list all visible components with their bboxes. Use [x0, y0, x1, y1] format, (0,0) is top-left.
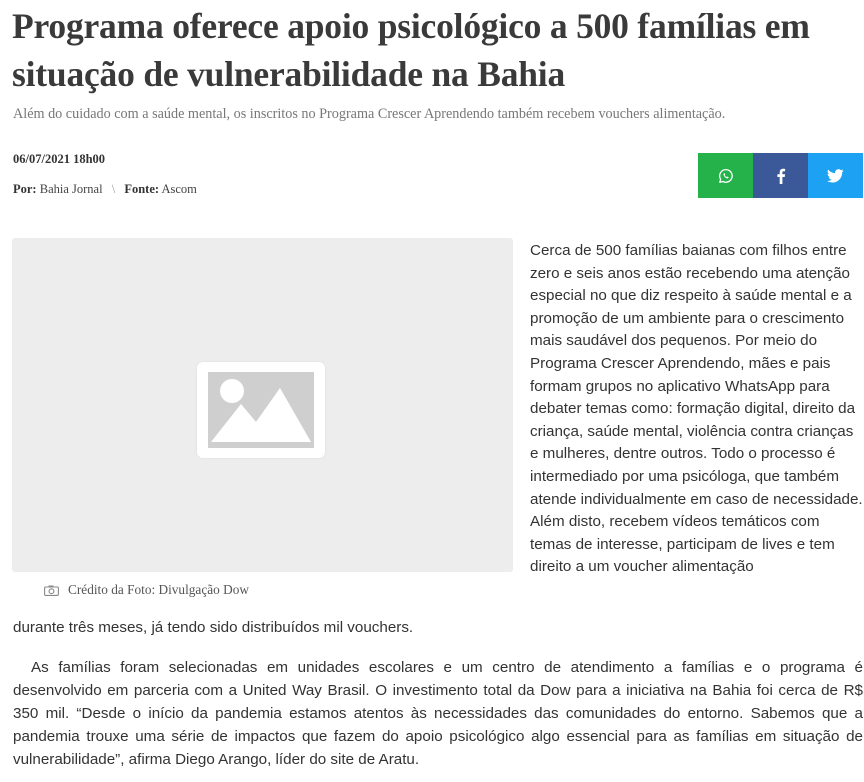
share-twitter-button[interactable] — [808, 153, 863, 198]
source-name: Ascom — [161, 182, 197, 196]
author-name: Bahia Jornal — [39, 182, 103, 196]
paragraph-1-continued: durante três meses, já tendo sido distribuídos mil vouchers. — [13, 619, 414, 636]
article-byline — [13, 182, 197, 197]
paragraph-2: As famílias foram selecionadas em unidades escolares e um centro de atendimento a famílias e o programa é desenvolvido em parceria com a United Way Brasil. O investimento total da Dow para a iniciativa na Bahia foi cerca de R$ 350 mil. “Desde o início da pandemia estamos atentos às necessidades das comunidades do entorno. Sabemos que a pandemia trouxe uma série de impactos que fazem do apoio psicológico algo essencial para as famílias em situação de vulnerabilidade”, afirma Diego Arango, líder do site de Aratu. — [13, 659, 863, 768]
share-whatsapp-button[interactable] — [698, 153, 753, 198]
image-caption — [44, 582, 249, 598]
author-label: Por: — [13, 182, 37, 196]
image-caption-text: Crédito da Foto: Divulgação Dow — [68, 582, 249, 597]
facebook-icon — [776, 168, 786, 184]
image-placeholder-icon — [208, 372, 314, 448]
image-placeholder — [197, 362, 325, 458]
article-image — [12, 238, 513, 572]
byline-separator: \ — [111, 182, 116, 196]
share-facebook-button[interactable] — [753, 153, 808, 198]
article-subtitle: Além do cuidado com a saúde mental, os inscritos no Programa Crescer Aprendendo também recebem vouchers alimentação. — [13, 106, 726, 122]
twitter-icon — [827, 169, 844, 183]
article-title: Programa oferece apoio psicológico a 500 famílias em situação de vulnerabilidade na Bahia — [12, 6, 810, 94]
paragraph-1: Cerca de 500 famílias baianas com filhos entre zero e seis anos estão recebendo uma atenção especial no que diz respeito à saúde mental e a promoção de um ambiente para o crescimento mais saudável dos pequenos. Por meio do Programa Crescer Aprendendo, mães e pais formam grupos no aplicativo WhatsApp para debater temas como: formação digital, direito da criança, saúde mental, violência contra crianças e mulheres, dentre outros. Todo o processo é intermediado por uma psicóloga, que também atende individualmente em caso de necessidade. Além disto, recebem vídeos temáticos com temas de interesse, participam de lives e tem direito a um voucher alimentação — [530, 242, 863, 576]
camera-icon — [44, 585, 59, 596]
share-bar — [698, 153, 863, 198]
whatsapp-icon — [718, 168, 734, 184]
article-date: 06/07/2021 18h00 — [13, 152, 106, 166]
source-label: Fonte: — [124, 182, 160, 196]
